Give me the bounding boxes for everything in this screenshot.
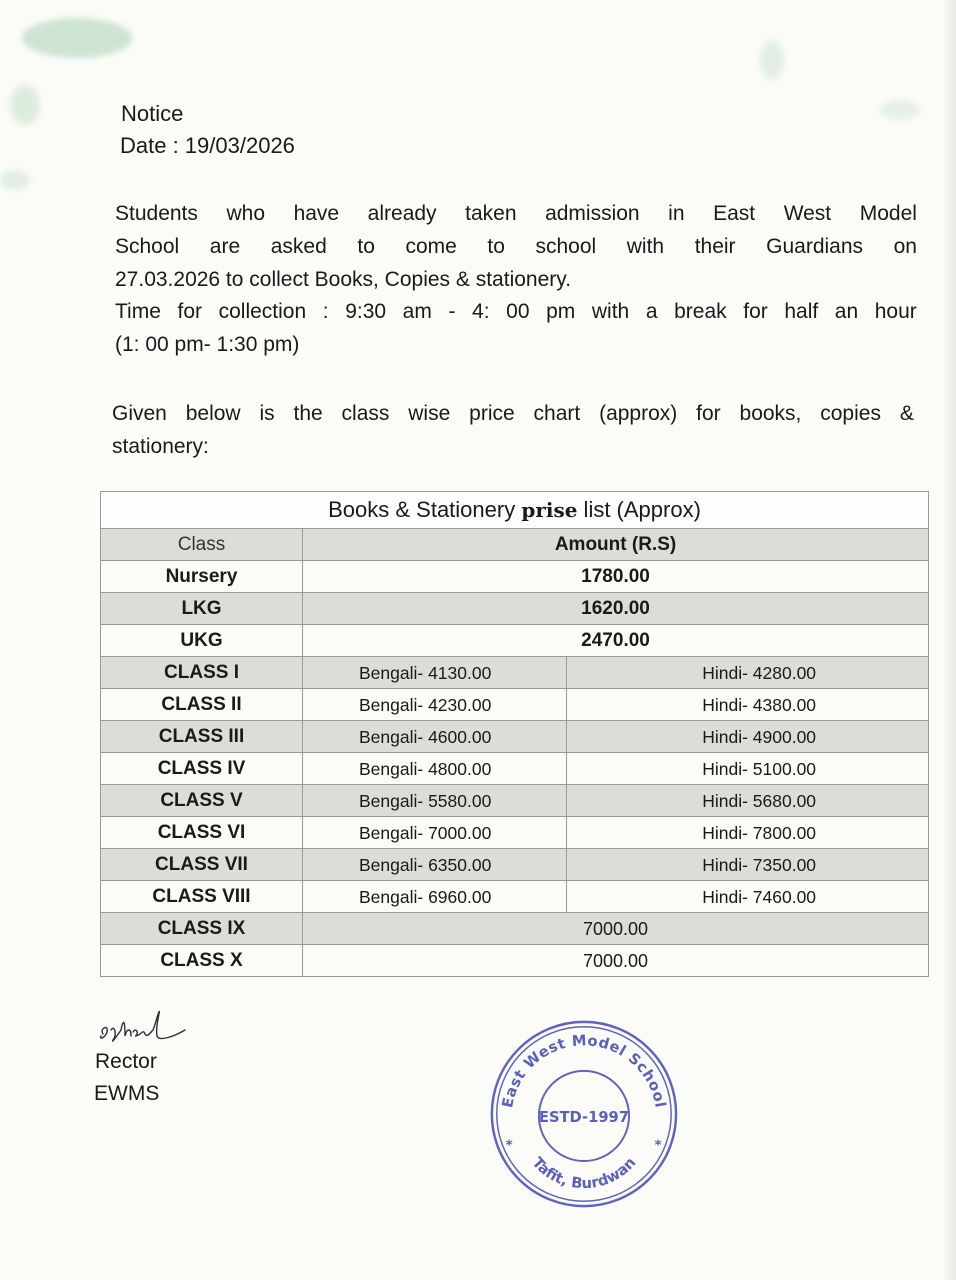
svg-text:*: * xyxy=(505,1137,513,1154)
table-row xyxy=(101,625,929,657)
paragraph-word: : xyxy=(322,300,329,323)
class-cell: CLASS I xyxy=(101,657,303,689)
table-row xyxy=(101,657,929,689)
paragraph-word: hour xyxy=(874,300,917,323)
class-cell: CLASS VII xyxy=(101,849,303,881)
paragraph-word: collection xyxy=(218,300,307,323)
paragraph-word: the xyxy=(293,402,323,425)
paragraph-word: West xyxy=(783,202,832,225)
paragraph-word: with xyxy=(591,300,630,323)
svg-text:East West Model School: East West Model School xyxy=(499,1032,669,1110)
paragraph-line xyxy=(115,197,917,230)
paragraph-word: with xyxy=(626,235,665,258)
paragraph-line: stationery: xyxy=(112,435,209,458)
paragraph-word: is xyxy=(259,402,275,425)
paragraph-word: copies xyxy=(820,402,881,425)
amount-cell: 2470.00 xyxy=(303,625,929,657)
paragraph-word: Model xyxy=(859,202,917,225)
class-cell: CLASS III xyxy=(101,721,303,753)
paragraph-word: - xyxy=(448,300,456,323)
paragraph-word: Students xyxy=(115,202,198,225)
amount-cell: 1780.00 xyxy=(303,561,929,593)
paper-edge-shadow xyxy=(942,0,956,1280)
table-row xyxy=(101,689,929,721)
paper-stain xyxy=(10,85,40,125)
class-cell: CLASS X xyxy=(101,945,303,977)
paragraph-word: wise xyxy=(408,402,451,425)
table-title-emph: prise xyxy=(521,498,578,522)
paragraph-word: to xyxy=(357,235,375,258)
svg-text:ESTD-1997: ESTD-1997 xyxy=(538,1108,629,1126)
bengali-amount-cell: Bengali- 4800.00 xyxy=(303,753,567,785)
bengali-amount-cell: Bengali- 7000.00 xyxy=(303,817,567,849)
paragraph-word: price xyxy=(469,402,515,425)
table-row xyxy=(101,945,929,977)
paragraph-price-intro xyxy=(112,397,914,463)
paper-stain xyxy=(22,18,132,58)
class-cell: CLASS V xyxy=(101,785,303,817)
amount-cell: 1620.00 xyxy=(303,593,929,625)
paragraph-word: break xyxy=(674,300,727,323)
paragraph-word: Guardians xyxy=(766,235,864,258)
paragraph-word: on xyxy=(893,235,917,258)
paragraph-word: books, xyxy=(739,402,802,425)
paragraph-word: are xyxy=(209,235,241,258)
svg-text:Tafit, Burdwan: Tafit, Burdwan xyxy=(528,1154,640,1193)
paragraph-word: for xyxy=(696,402,721,425)
notice-date: Date : 19/03/2026 xyxy=(120,133,295,158)
paragraph-word: in xyxy=(668,202,685,225)
table-header-row xyxy=(101,529,929,561)
paragraph-word: a xyxy=(645,300,658,323)
class-cell: LKG xyxy=(101,593,303,625)
signoff-org: EWMS xyxy=(94,1082,160,1105)
paragraph-word: chart xyxy=(533,402,581,425)
amount-cell: 7000.00 xyxy=(303,945,929,977)
table-row xyxy=(101,593,929,625)
notice-heading: Notice xyxy=(121,101,184,126)
paragraph-line: 27.03.2026 to collect Books, Copies & stationery. xyxy=(115,268,572,291)
table-title-suffix: list (Approx) xyxy=(577,497,701,522)
paragraph-line xyxy=(115,295,917,328)
column-header-class: Class xyxy=(101,529,303,561)
paragraph-word: (approx) xyxy=(599,402,678,425)
table-row xyxy=(101,817,929,849)
bengali-amount-cell: Bengali- 6350.00 xyxy=(303,849,567,881)
paragraph-word: 9:30 xyxy=(345,300,387,323)
class-cell: Nursery xyxy=(101,561,303,593)
table-row xyxy=(101,913,929,945)
paragraph-line: (1: 00 pm- 1:30 pm) xyxy=(115,333,300,356)
table-row xyxy=(101,721,929,753)
hindi-amount-cell: Hindi- 4900.00 xyxy=(567,721,929,753)
paragraph-word: come xyxy=(405,235,457,258)
school-stamp xyxy=(484,1016,680,1212)
paragraph-word: who xyxy=(226,202,265,225)
paragraph-word: asked xyxy=(270,235,327,258)
hindi-amount-cell: Hindi- 7350.00 xyxy=(567,849,929,881)
table-title-prefix: Books & Stationery xyxy=(328,497,522,522)
table-row xyxy=(101,785,929,817)
svg-text:*: * xyxy=(654,1137,662,1154)
hindi-amount-cell: Hindi- 4280.00 xyxy=(567,657,929,689)
rector-signature xyxy=(95,1006,215,1046)
table-row xyxy=(101,753,929,785)
paper-stain xyxy=(880,100,920,120)
hindi-amount-cell: Hindi- 5100.00 xyxy=(567,753,929,785)
bengali-amount-cell: Bengali- 4130.00 xyxy=(303,657,567,689)
paragraph-word: School xyxy=(115,235,180,258)
paragraph-word: Given xyxy=(112,402,167,425)
table-row xyxy=(101,881,929,913)
bengali-amount-cell: Bengali- 5580.00 xyxy=(303,785,567,817)
paragraph-word: 4: xyxy=(472,300,490,323)
paragraph-word: their xyxy=(694,235,736,258)
hindi-amount-cell: Hindi- 7800.00 xyxy=(567,817,929,849)
paragraph-timing xyxy=(115,295,917,361)
paragraph-word: for xyxy=(743,300,768,323)
hindi-amount-cell: Hindi- 7460.00 xyxy=(567,881,929,913)
table-row xyxy=(101,849,929,881)
class-cell: CLASS VIII xyxy=(101,881,303,913)
paragraph-word: 00 xyxy=(506,300,530,323)
paragraph-word: have xyxy=(293,202,340,225)
paragraph-word: below xyxy=(185,402,241,425)
bengali-amount-cell: Bengali- 4230.00 xyxy=(303,689,567,721)
paragraph-admission xyxy=(115,197,917,296)
paragraph-word: am xyxy=(402,300,432,323)
class-cell: UKG xyxy=(101,625,303,657)
paragraph-line xyxy=(112,397,914,430)
bengali-amount-cell: Bengali- 6960.00 xyxy=(303,881,567,913)
paragraph-word: to xyxy=(487,235,505,258)
paragraph-word: admission xyxy=(545,202,640,225)
paragraph-word: an xyxy=(834,300,859,323)
paragraph-word: taken xyxy=(465,202,517,225)
signoff-title: Rector xyxy=(95,1050,157,1073)
paragraph-word: Time xyxy=(115,300,161,323)
paragraph-word: half xyxy=(784,300,819,323)
table-row xyxy=(101,561,929,593)
class-cell: CLASS IX xyxy=(101,913,303,945)
paragraph-word: & xyxy=(899,402,914,425)
paragraph-word: pm xyxy=(546,300,576,323)
class-cell: CLASS VI xyxy=(101,817,303,849)
amount-cell: 7000.00 xyxy=(303,913,929,945)
paragraph-word: for xyxy=(177,300,202,323)
paragraph-line xyxy=(115,230,917,263)
paragraph-word: East xyxy=(713,202,756,225)
table-title xyxy=(101,492,929,529)
class-cell: CLASS II xyxy=(101,689,303,721)
price-list-table xyxy=(100,491,929,977)
hindi-amount-cell: Hindi- 5680.00 xyxy=(567,785,929,817)
table-title-row xyxy=(101,492,929,529)
column-header-amount: Amount (R.S) xyxy=(303,529,929,561)
paper-stain xyxy=(760,40,784,80)
paragraph-word: class xyxy=(341,402,390,425)
hindi-amount-cell: Hindi- 4380.00 xyxy=(567,689,929,721)
paragraph-word: school xyxy=(535,235,597,258)
bengali-amount-cell: Bengali- 4600.00 xyxy=(303,721,567,753)
class-cell: CLASS IV xyxy=(101,753,303,785)
paragraph-word: already xyxy=(367,202,437,225)
paper-stain xyxy=(0,170,30,190)
